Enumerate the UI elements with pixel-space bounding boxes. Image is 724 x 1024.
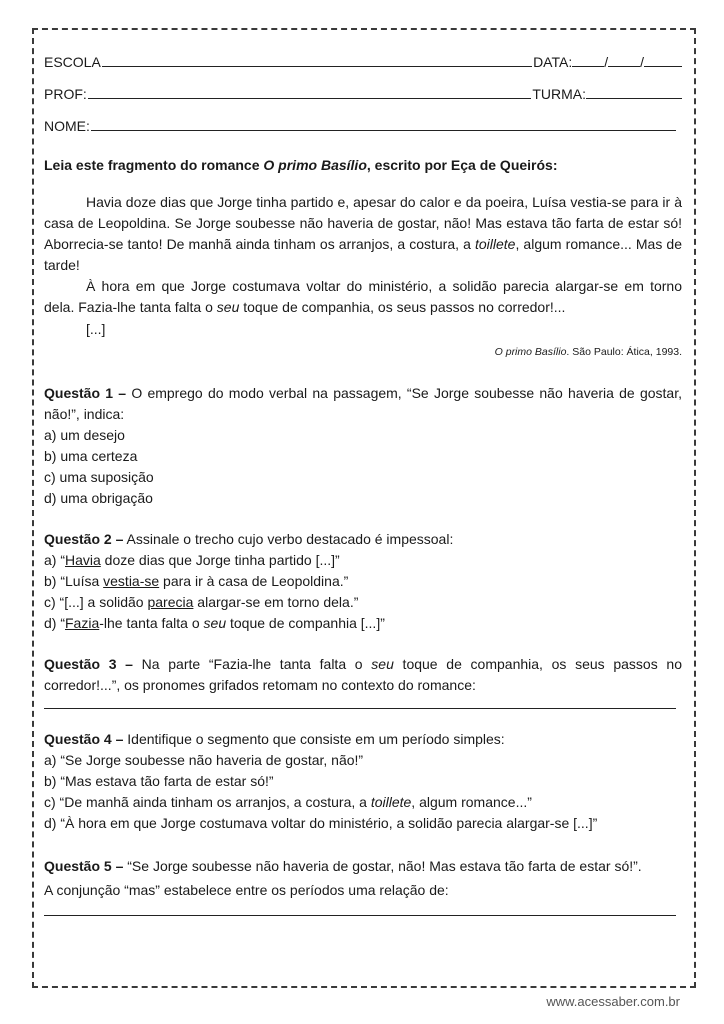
date-month-field[interactable] (608, 50, 640, 67)
question-2-option-a[interactable]: a) “Havia doze dias que Jorge tinha partido [...]” (44, 552, 340, 568)
date-day-field[interactable] (572, 50, 604, 67)
question-4-option-a[interactable]: a) “Se Jorge soubesse não haveria de gostar, não!” (44, 752, 364, 768)
prof-field[interactable] (88, 82, 532, 99)
date-separator: / (640, 54, 644, 70)
passage-source: O primo Basílio. São Paulo: Ática, 1993. (494, 346, 682, 358)
question-5-title: Questão 5 – (44, 858, 124, 874)
question-1-option-c[interactable]: c) uma suposição (44, 469, 154, 485)
reading-instruction: Leia este fragmento do romance O primo Basílio, escrito por Eça de Queirós: (44, 157, 558, 173)
question-2-option-b[interactable]: b) “Luísa vestia-se para ir à casa de Leopoldina.” (44, 573, 349, 589)
question-2-option-d[interactable]: d) “Fazia-lhe tanta falta o seu toque de companhia [...]” (44, 615, 385, 631)
escola-field[interactable] (102, 50, 532, 67)
book-title: O primo Basílio (263, 157, 367, 173)
question-2-title: Questão 2 – (44, 531, 124, 547)
footer-site: www.acessaber.com.br (546, 994, 680, 1009)
question-3-answer-line[interactable] (44, 696, 676, 709)
question-5-text-2: A conjunção “mas” estabelece entre os períodos uma relação de: (44, 882, 449, 898)
question-2-text: Assinale o trecho cujo verbo destacado é impessoal: (123, 531, 454, 547)
question-2 (44, 529, 682, 634)
passage-paragraph-2: À hora em que Jorge costumava voltar do ministério, a solidão parecia alargar-se em torno dela. Fazia-lhe tanta falta o seu toque de companhia, os seus passos no corredor!... (44, 278, 682, 315)
question-5-text: “Se Jorge soubesse não haveria de gostar, não! Mas estava tão farta de estar só!”. (123, 858, 642, 874)
turma-label: TURMA: (532, 86, 586, 102)
data-label: DATA: (533, 54, 573, 70)
question-5 (44, 856, 682, 916)
question-1-title: Questão 1 – (44, 385, 127, 401)
nome-label: NOME: (44, 118, 90, 134)
turma-field[interactable] (586, 82, 682, 99)
question-4-option-b[interactable]: b) “Mas estava tão farta de estar só!” (44, 773, 274, 789)
header-name-row (44, 102, 682, 134)
question-2-option-c[interactable]: c) “[...] a solidão parecia alargar-se em torno dela.” (44, 594, 359, 610)
question-5-answer-line[interactable] (44, 901, 676, 916)
date-year-field[interactable] (644, 50, 682, 67)
worksheet (44, 38, 682, 916)
question-3-title: Questão 3 – (44, 656, 133, 672)
prof-label: PROF: (44, 86, 87, 102)
question-4-option-c[interactable]: c) “De manhã ainda tinham os arranjos, a costura, a toillete, algum romance...” (44, 794, 532, 810)
question-4-title: Questão 4 – (44, 731, 124, 747)
question-1-text: O emprego do modo verbal na passagem, “Se Jorge soubesse não haveria de gostar, não!”, indica: (44, 385, 682, 422)
question-4-option-d[interactable]: d) “À hora em que Jorge costumava voltar do ministério, a solidão parecia alargar-se [...]” (44, 815, 598, 831)
question-4 (44, 729, 682, 834)
date-separator: / (604, 54, 609, 70)
question-1-option-b[interactable]: b) uma certeza (44, 448, 138, 464)
header-prof-row (44, 70, 682, 102)
header-school-row (44, 38, 682, 70)
question-1-option-a[interactable]: a) um desejo (44, 427, 125, 443)
passage-ellipsis: [...] (86, 321, 106, 337)
question-3: Questão 3 – Na parte “Fazia-lhe tanta falta o seu toque de companhia, os seus passos no corredor!...”, os pronomes grifados retomam no contexto do romance: (44, 654, 682, 709)
passage (44, 192, 682, 363)
nome-field[interactable] (91, 114, 676, 131)
question-4-text: Identifique o segmento que consiste em um período simples: (123, 731, 505, 747)
question-1 (44, 383, 682, 509)
escola-label: ESCOLA (44, 54, 101, 70)
passage-paragraph-1: Havia doze dias que Jorge tinha partido e, apesar do calor e da poeira, Luísa vestia-se para ir à casa de Leopoldina. Se Jorge soubesse não haveria de gostar, não! Mas estava tão farta de estar só! Aborrecia-se tanto! De manhã ainda tinham os arranjos, a costura, a toillete, algum romance... Mas de tarde! (44, 194, 682, 273)
question-1-option-d[interactable]: d) uma obrigação (44, 490, 153, 506)
